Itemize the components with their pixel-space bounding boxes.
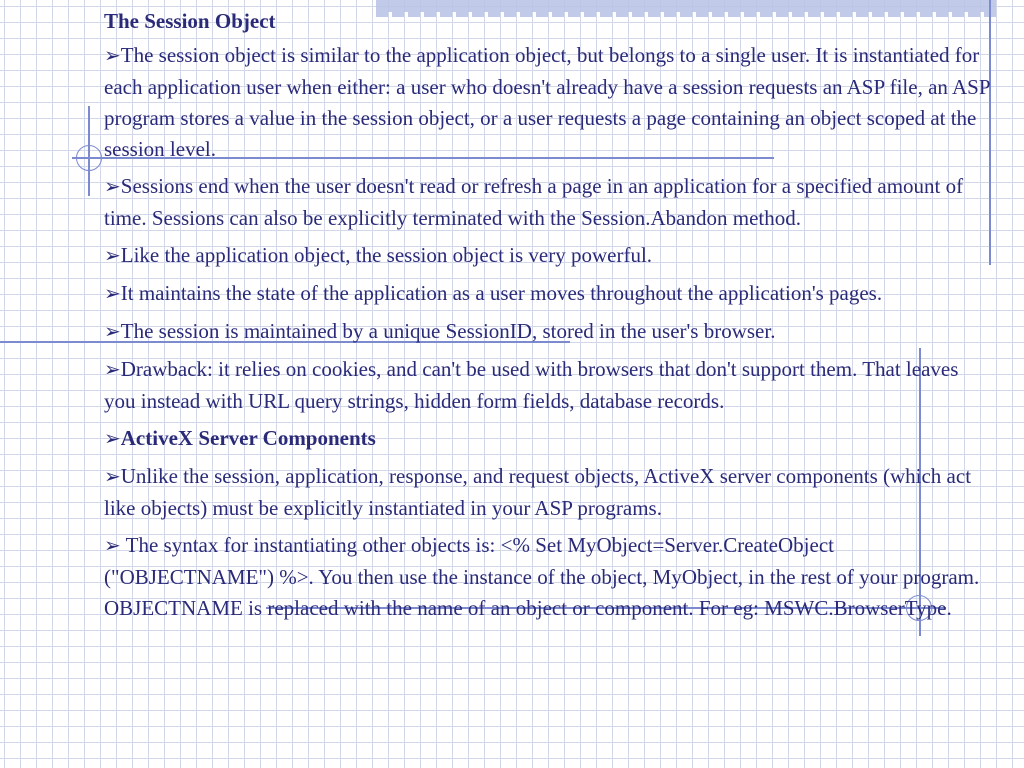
decor-circle-left	[76, 145, 102, 171]
bullet-arrow-icon: ➢	[104, 359, 121, 381]
paragraph-text: Like the application object, the session object is very powerful.	[120, 243, 653, 267]
paragraph-text: The syntax for instantiating other objects is: <% Set MyObject=Server.CreateObject ("OBJECTNAME") %>. You then use the instance of the object, MyObject, in the rest of your program. OBJECTNAME is replaced with the name of an object or component. For eg: MSWC.BrowserType.	[104, 533, 980, 620]
paragraph-text: The session is maintained by a unique SessionID, stored in the user's browser.	[120, 319, 776, 343]
paragraph-session-end	[104, 171, 990, 234]
bullet-arrow-icon: ➢	[104, 283, 121, 305]
bullet-arrow-icon: ➢	[104, 245, 121, 267]
slide-body	[104, 6, 990, 630]
bullet-arrow-icon: ➢	[104, 45, 121, 67]
paragraph-session-id	[104, 316, 990, 348]
paragraph-text: The session object is similar to the application object, but belongs to a single user. It is instantiated for each application user when either: a user who doesn't already have a session requests an ASP file, an ASP program stores a value in the session object, or a user requests a page containing an object scoped at the session level.	[104, 43, 990, 161]
bullet-arrow-icon: ➢	[104, 176, 121, 198]
paragraph-session-state	[104, 278, 990, 310]
bullet-arrow-icon: ➢	[104, 321, 121, 343]
paragraph-drawback	[104, 354, 990, 417]
paragraph-text: It maintains the state of the application as a user moves throughout the application's pages.	[120, 281, 883, 305]
paragraph-text: Unlike the session, application, response, and request objects, ActiveX server components (which act like objects) must be explicitly instantiated in your ASP programs.	[104, 464, 972, 520]
bullet-arrow-icon: ➢	[104, 535, 121, 557]
paragraph-text: Drawback: it relies on cookies, and can't be used with browsers that don't support them. That leaves you instead with URL query strings, hidden form fields, database records.	[104, 357, 959, 413]
paragraph-activex-instantiation	[104, 461, 990, 524]
paragraph-session-powerful	[104, 240, 990, 272]
paragraph-session-definition	[104, 40, 990, 165]
slide-title: The Session Object	[104, 9, 276, 33]
bullet-arrow-icon: ➢	[104, 466, 121, 488]
paragraph-text: Sessions end when the user doesn't read or refresh a page in an application for a specified amount of time. Sessions can also be explicitly terminated with the Session.Abandon method.	[104, 174, 964, 230]
bullet-arrow-icon: ➢	[104, 428, 121, 450]
section-heading-activex	[104, 423, 990, 455]
paragraph-syntax	[104, 530, 990, 624]
section-heading-text: ActiveX Server Components	[120, 426, 376, 450]
